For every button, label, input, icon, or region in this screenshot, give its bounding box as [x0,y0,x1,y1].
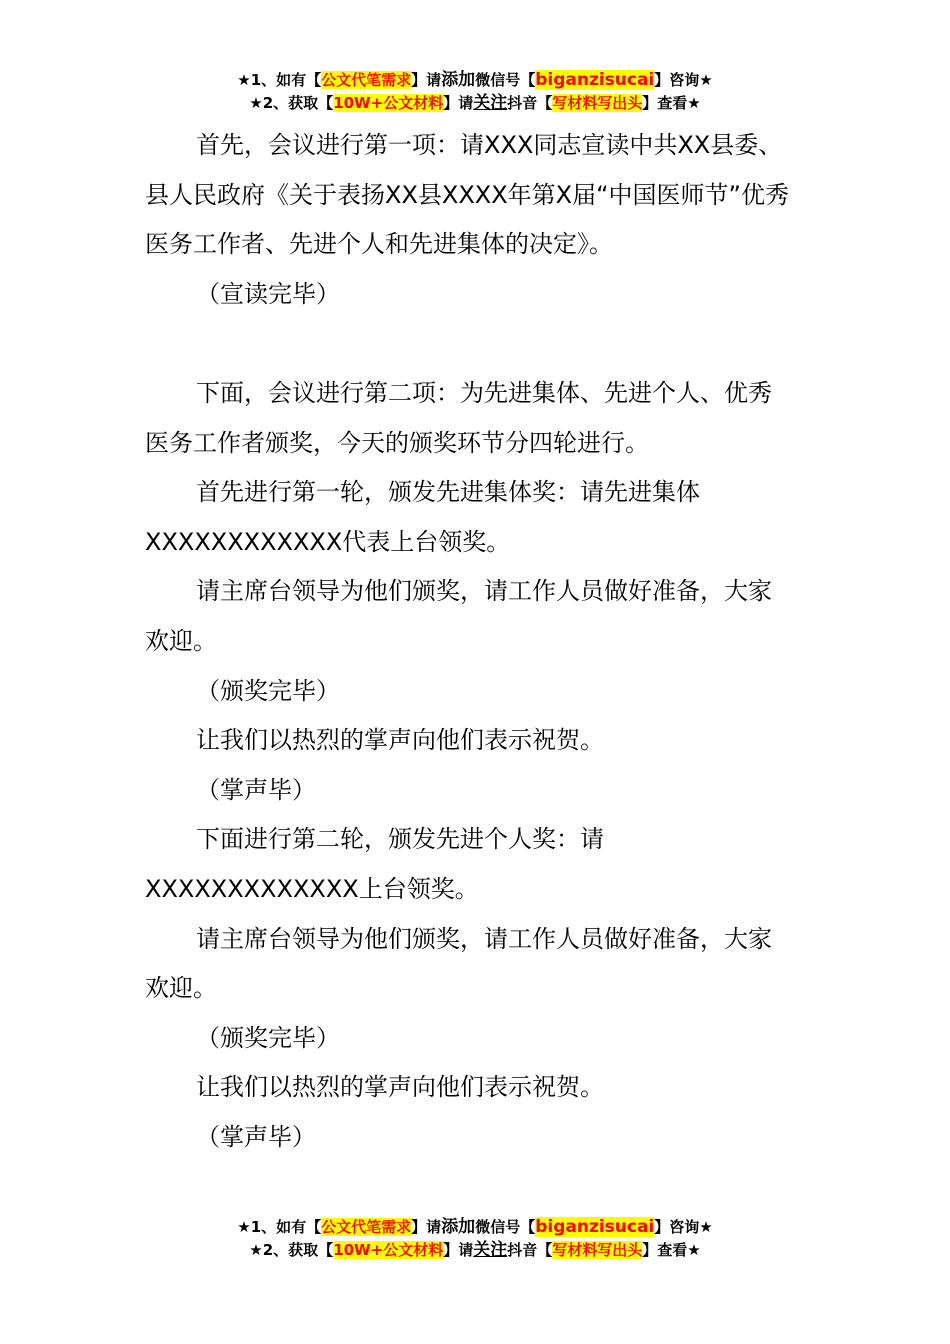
banner-text: 】咨询 [654,71,700,89]
banner-text: 2、获取【 [262,1241,334,1259]
banner-highlight: 10W+公文材料 [333,1241,444,1259]
banner-highlight: 写材料写出头 [552,94,643,112]
banner-emphasis: 添加 [441,1217,476,1237]
banner-text: 微信号【 [475,1218,536,1236]
paragraph-stage-direction: （掌声毕） [196,775,316,804]
paragraph-round-1: 首先进行第一轮，颁发先进集体奖：请先进集体XXXXXXXXXXXX代表上台领奖。 [145,478,700,556]
star-icon: ★ [237,71,251,89]
banner-text: 】请 [443,1241,474,1259]
star-icon: ★ [687,1241,701,1259]
paragraph-item-2: 下面，会议进行第二项：为先进集体、先进个人、优秀医务工作者颁奖，今天的颁奖环节分四轮进行。 [145,378,772,457]
banner-highlight: 公文代笔需求 [321,71,412,89]
banner-text: 抖音【 [507,94,553,112]
banner-text: 微信号【 [475,71,536,89]
paragraph-request: 请主席台领导为他们颁奖，请工作人员做好准备，大家欢迎。 [145,577,772,655]
banner-emphasis: 关注 [473,1240,508,1260]
banner-highlight: 10W+公文材料 [333,94,444,112]
star-icon: ★ [699,1218,713,1236]
paragraph-request: 请主席台领导为他们颁奖，请工作人员做好准备，大家欢迎。 [145,924,772,1003]
banner-text: 】请 [443,94,474,112]
banner-emphasis: 添加 [441,70,476,90]
star-icon: ★ [249,94,263,112]
paragraph-stage-direction: （颁奖完毕） [196,676,340,705]
star-icon: ★ [699,71,713,89]
banner-line-1 [0,1216,950,1239]
banner-line-2 [0,92,950,115]
banner-text: 抖音【 [507,1241,553,1259]
banner-text: 】查看 [642,94,688,112]
banner-text: 2、获取【 [262,94,334,112]
paragraph-applause: 让我们以热烈的掌声向他们表示祝贺。 [196,726,604,755]
document-body [145,121,795,1162]
banner-text: 】咨询 [654,1218,700,1236]
paragraph-stage-direction: （颁奖完毕） [196,1023,340,1052]
header-banner [0,69,950,115]
banner-text: 1、如有【 [250,1218,322,1236]
footer-banner [0,1216,950,1262]
banner-line-1 [0,69,950,92]
paragraph-stage-direction: （宣读完毕） [196,279,340,308]
banner-emphasis: 关注 [473,93,508,113]
star-icon: ★ [237,1218,251,1236]
banner-text: 】请 [411,71,442,89]
banner-text: 】请 [411,1218,442,1236]
banner-wechat-id: biganzisucai [535,70,655,90]
banner-line-2 [0,1239,950,1262]
star-icon: ★ [249,1241,263,1259]
banner-text: 】查看 [642,1241,688,1259]
banner-wechat-id: biganzisucai [535,1217,655,1237]
banner-highlight: 公文代笔需求 [321,1218,412,1236]
banner-highlight: 写材料写出头 [552,1241,643,1259]
paragraph-stage-direction: （掌声毕） [196,1122,316,1151]
star-icon: ★ [687,94,701,112]
paragraph-applause: 让我们以热烈的掌声向他们表示祝贺。 [196,1073,604,1102]
paragraph-item-1: 首先，会议进行第一项：请XXX同志宣读中共XX县委、县人民政府《关于表扬XX县XXXX年第X届“中国医师节”优秀医务工作者、先进个人和先进集体的决定》。 [145,131,789,259]
banner-text: 1、如有【 [250,71,322,89]
blank-line [145,319,795,369]
paragraph-round-2: 下面进行第二轮，颁发先进个人奖：请XXXXXXXXXXXXX上台领奖。 [145,825,604,903]
